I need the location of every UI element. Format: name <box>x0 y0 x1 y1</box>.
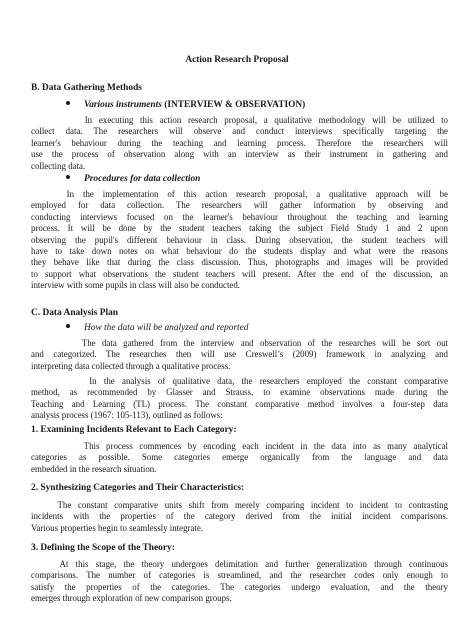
bullet-how-data-analyzed <box>66 323 248 333</box>
section-c-heading: C. Data Analysis Plan <box>31 308 118 318</box>
paragraph-line: to support what observations the student teachers will present. After the end of the discussion, an <box>31 268 448 279</box>
document-title: Action Research Proposal <box>185 55 289 65</box>
paragraph-line: employed for data collection. The researchers will gather information by observing and <box>31 200 448 211</box>
bullet-rest-text: (INTERVIEW & OBSERVATION) <box>161 100 306 110</box>
paragraph-line: they behave like that during the class discussion. Thus, photographs and images will be provided <box>31 257 448 268</box>
paragraph-line: In the analysis of qualitative data, the researchers employed the constant comparative <box>31 376 448 386</box>
paragraph-line: observing the pupil's different behaviour in class. During observation, the student teachers will <box>31 234 448 245</box>
step-1-paragraph <box>31 441 448 475</box>
paragraph-line: In the implementation of this action research proposal, a qualitative approach will be <box>31 189 448 199</box>
paragraph-line: process. It will be done by the student teachers taking the subject Field Study 1 and 2 upon <box>31 223 448 234</box>
paragraph-line: and categorized. The researches then will use Creswell’s (2009) framework in analyzing and <box>31 349 448 360</box>
paragraph-line: emerges through exploration of new comparison groups. <box>31 593 232 604</box>
paragraph-line: satisfy the properties of the categories. The categories undergo evaluation, and the theory <box>31 581 448 592</box>
step-2-paragraph <box>31 500 448 534</box>
bullet-various-instruments <box>66 100 305 110</box>
paragraph-line: categories as possible. Some categories emerge organically from the language and data <box>31 452 448 463</box>
section-b-heading: B. Data Gathering Methods <box>31 83 142 93</box>
bullet-dot <box>66 324 70 328</box>
bullet-procedures <box>66 174 200 184</box>
paragraph-line: use the process of observation along with an interview as their instrument in gathering and <box>31 149 448 160</box>
paragraph-line: incidents with the properties of the category derived from the initial incident comparisons. <box>31 511 448 522</box>
paragraph-line: collecting data. <box>31 160 86 171</box>
section-b-paragraph-2 <box>31 189 448 292</box>
paragraph-line: The constant comparative units shift from merely comparing incident to incident to contrasting <box>31 500 448 510</box>
paragraph-line: collect data. The researchers will observe and conduct interviews specifically targeting the <box>31 126 448 137</box>
paragraph-line: Teaching and Learning (TL) process. The constant comparative method involves a four-step data <box>31 398 448 409</box>
paragraph-line: In executing this action research proposal, a qualitative methodology will be utilized to <box>31 115 448 125</box>
paragraph-line: learner's behaviour during the teaching and learning process. Therefore the researchers will <box>31 137 448 148</box>
bullet-italic-text: Various instruments <box>84 100 162 110</box>
paragraph-line: method, as recommended by Glasser and Strauss, to examine observations made during the <box>31 387 448 398</box>
paragraph-line: conducting interviews focused on the learner's behaviour throughout the teaching and learning <box>31 211 448 222</box>
paragraph-line: interpreting data collected through a qualitative process. <box>31 360 231 371</box>
paragraph-line: embedded in the research situation. <box>31 463 157 474</box>
step-1-heading: 1. Examining Incidents Relevant to Each Category: <box>31 425 237 435</box>
paragraph-line: This process commences by encoding each incident in the data into as many analytical <box>31 441 448 451</box>
paragraph-line: have to take down notes on what behaviour do the students display and what were the reasons <box>31 246 448 257</box>
bullet-dot <box>66 175 70 179</box>
section-c-paragraph-2 <box>31 376 448 422</box>
paragraph-line: Various properties begin to seamlessly integrate. <box>31 522 204 533</box>
paragraph-line: comparisons. The number of categories is streamlined, and the researcher codes only enough to <box>31 570 448 581</box>
paragraph-line: The data gathered from the interview and observation of the researches will be sort out <box>31 338 448 348</box>
bullet-dot <box>66 101 70 105</box>
bullet-italic-text: How the data will be analyzed and reported <box>84 323 249 333</box>
step-3-paragraph <box>31 559 448 605</box>
paragraph-line: analysis process (1967: 105-113), outlined as follows: <box>31 410 223 421</box>
paragraph-line: At this stage, the theory undergoes delimitation and further generalization through continuous <box>31 559 448 569</box>
step-3-heading: 3. Defining the Scope of the Theory: <box>31 543 175 553</box>
section-c-paragraph-1 <box>31 338 448 372</box>
step-2-heading: 2. Synthesizing Categories and Their Characteristics: <box>31 483 245 493</box>
section-b-paragraph-1 <box>31 115 448 172</box>
paragraph-line: interview with some pupils in class will also be conducted. <box>31 280 241 291</box>
bullet-italic-text: Procedures for data collection <box>84 174 201 184</box>
